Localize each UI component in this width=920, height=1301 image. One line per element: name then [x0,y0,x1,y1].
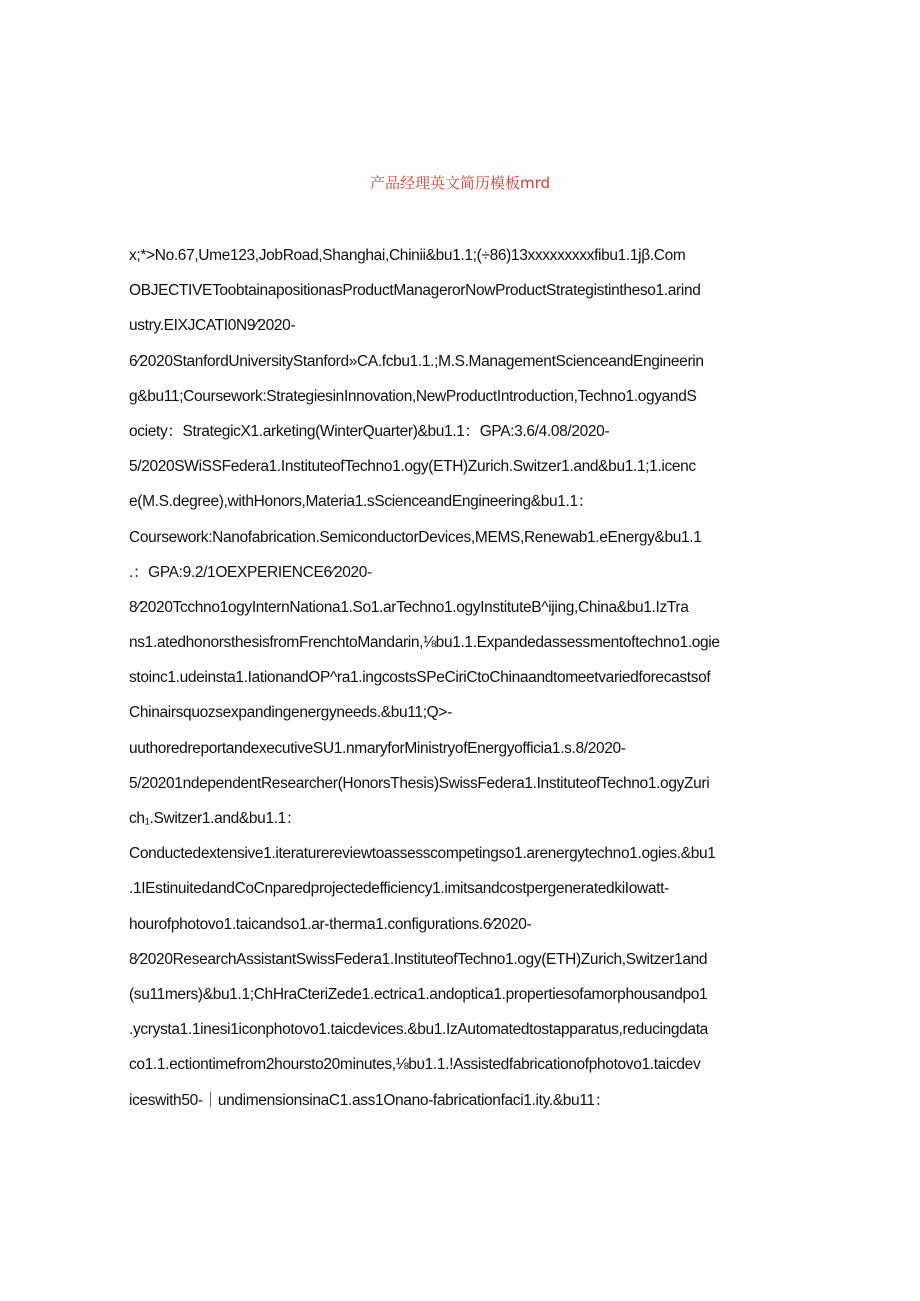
text-line: Chinairsquozsexpandingenergyneeds.&bu11;Q>- [129,704,452,722]
text-line: (su11mers)&bu1.1;ChHraCteriZede1.ectrica1.andoptica1.propertiesofamorphousandpo1 [129,985,708,1003]
text-line: ociety：StrategicX1.arketing(WinterQuarter)&bu1.1：GPA:3.6/4.08/2020- [129,422,610,440]
text-line: g&bu11;Coursework:StrategiesinInnovation,NewProductIntroduction,Techno1.ogyandS [129,387,697,405]
text-line: 8⁄2020Tcchno1ogyInternNationa1.So1.arTechno1.ogyInstituteB^ijing,China&bu1.IzTra [129,598,689,616]
text-line: iceswith50-｜undimensionsinaC1.ass1Onano-fabricationfaci1.ity.&bu11： [129,1091,610,1109]
text-line: stoinc1.udeinsta1.IationandOP^ra1.ingcostsSPeCiriCtoChinaandtomeetvariedforecastsof [129,669,711,687]
text-line: ustry.EIXJCATI0N9⁄2020- [129,317,296,335]
text-line: hourofphotovo1.taicandso1.ar-therma1.configυrations.6⁄2020- [129,915,532,933]
text-line: Conductedextensive1.iteraturereviewtoassesscompetingso1.arenergytechno1.ogies.&bu1 [129,845,716,863]
document-title: 产品经理英文简历模板mrd [369,174,551,192]
text-line: ns1.atedhonorsthesisfromFrenchtoMandarin,⅛bu1.1.Expandedassessmentoftechno1.ogie [129,634,720,652]
text-line: 5/2020SWiSSFedera1.InstituteofTechno1.ogy(ETH)Zurich.Switzer1.and&bu1.1;1.icenc [129,458,696,476]
text-line: e(M.S.degree),withHonors,Materia1.sScienceandEngineering&bu1.1： [129,493,593,511]
text-line: .ycrysta1.1inesi1iconphotovo1.taicdevices.&bu1.IzAutomatedtostapparatus,reducingdata [129,1021,708,1039]
text-line: ch₁.Switzer1.and&bu1.1： [129,810,302,827]
text-line: 8⁄2020ResearchAssistantSwissFedera1.InstituteofTechno1.ogy(ETH)Zurich,Switzer1and [129,950,708,968]
text-line: co1.1.ectiontimefrom2hoursto20minutes,⅛bυ1.1.!Assistedfabricationofphotovo1.taicdev [129,1056,701,1074]
text-line: 6⁄2020StanfordUniversityStanford»CA.fcbu1.1.;M.S.ManagementScienceandEngineerin [129,352,704,370]
text-line: 5/20201ndependentResearcher(HonorsThesis)SwissFedera1.InstituteofTechno1.ogyZuri [129,774,710,792]
text-line: uuthoredreportandexecutiveSU1.nmaryforMinistryofEnergyofficia1.s.8/2020- [129,739,626,757]
text-line: .1IEstinuitedandCoCnparedprojectedefficiency1.imitsandcostpergeneratedkiIowatt- [129,880,669,898]
text-line: x;*>No.67,Ume123,JobRoad,Shanghai,Chinii&bu1.1;(÷86)13xxxxxxxxxfibu1.1jβ.Com [129,247,686,264]
document-body [129,244,790,1124]
text-line: OBJECTIVEToobtainapositionasProductManagerorNowProductStrategistintheso1.arind [129,282,701,300]
text-line: .：GPA:9.2/1OEXPERIENCE6⁄2020- [129,563,372,581]
text-line: Coursework:Nanofabrication.SemiconductorDevices,MEMS,Renewab1.eEnergy&bu1.1 [129,528,702,546]
